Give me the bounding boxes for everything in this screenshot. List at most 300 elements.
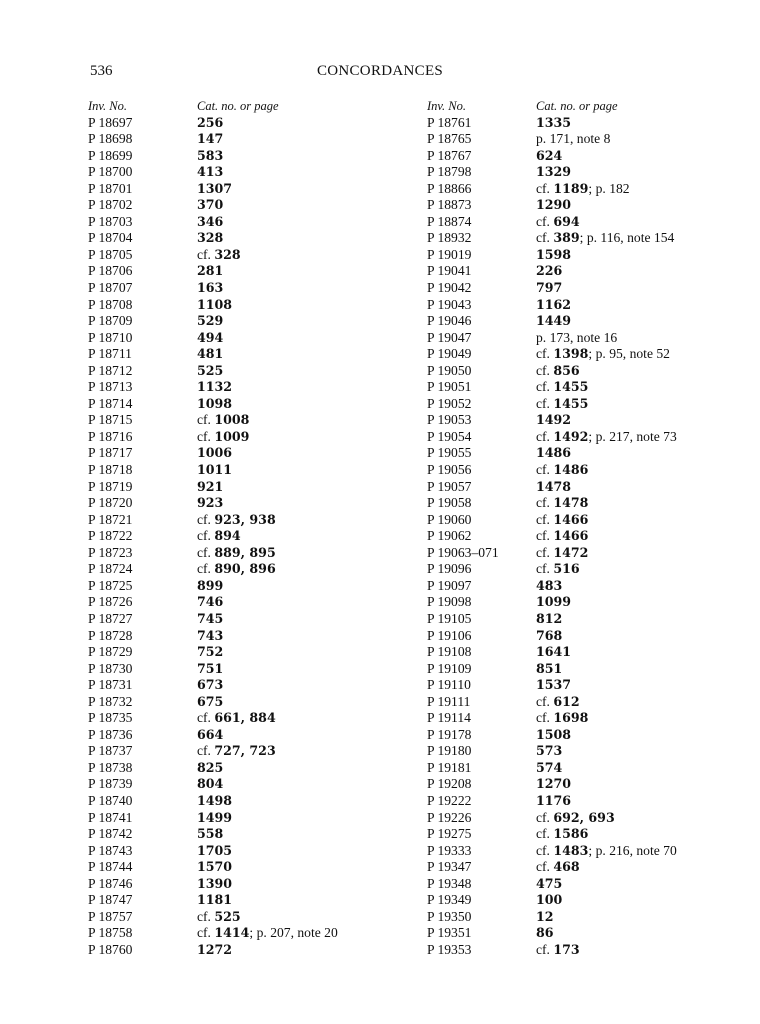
inv-number: P 19051	[427, 379, 472, 395]
catalogue-number: 745	[197, 610, 224, 626]
reference-text: cf.	[197, 428, 215, 444]
reference-text: cf.	[536, 809, 554, 825]
inv-number: P 19333	[427, 842, 472, 858]
running-head: CONCORDANCES	[316, 63, 444, 79]
inv-number: P 18737	[88, 743, 133, 759]
catalogue-reference	[197, 396, 232, 413]
reference-text: ; p. 95, note 52	[588, 346, 670, 362]
catalogue-reference	[536, 743, 562, 760]
inv-number: P 19347	[427, 859, 472, 875]
inv-number: P 18719	[88, 478, 133, 494]
reference-text: cf.	[536, 428, 554, 444]
catalogue-reference	[536, 628, 562, 645]
catalogue-reference	[197, 661, 223, 678]
inv-number: P 18728	[88, 627, 133, 643]
catalogue-reference	[536, 793, 571, 810]
inv-number: P 18932	[427, 230, 472, 246]
catalogue-number: 163	[197, 280, 224, 296]
catalogue-reference	[197, 843, 232, 860]
catalogue-reference	[197, 131, 223, 148]
inv-number: P 19019	[427, 246, 472, 262]
catalogue-reference	[536, 925, 554, 942]
catalogue-reference	[536, 297, 571, 314]
catalogue-reference	[197, 644, 223, 661]
catalogue-number: 525	[214, 908, 241, 924]
inv-number: P 18874	[427, 213, 472, 229]
inv-no-header: Inv. No.	[427, 99, 466, 113]
inv-number: P 19097	[427, 577, 472, 593]
inv-number: P 18739	[88, 776, 133, 792]
catalogue-reference	[197, 826, 223, 843]
inv-number: P 18705	[88, 246, 133, 262]
reference-text: cf.	[536, 693, 554, 709]
catalogue-reference	[536, 694, 580, 711]
reference-text: ; p. 207, note 20	[249, 925, 338, 941]
inv-number: P 19349	[427, 892, 472, 908]
catalogue-reference	[536, 247, 571, 264]
reference-text: cf.	[536, 180, 554, 196]
inv-number: P 18767	[427, 147, 472, 163]
catalogue-reference	[536, 561, 580, 578]
inv-number: P 19353	[427, 941, 472, 957]
reference-text: cf.	[197, 528, 215, 544]
reference-text: cf.	[536, 842, 554, 858]
catalogue-number: 1499	[197, 809, 233, 825]
inv-number: P 19043	[427, 296, 472, 312]
catalogue-number: 1455	[553, 395, 589, 411]
catalogue-number: 661, 884	[214, 710, 276, 726]
catalogue-number: 529	[197, 313, 224, 329]
catalogue-reference	[197, 776, 223, 793]
catalogue-number: 86	[536, 925, 554, 941]
inv-number: P 18765	[427, 131, 472, 147]
catalogue-reference	[197, 892, 232, 909]
reference-text: cf.	[536, 826, 554, 842]
inv-number: P 19208	[427, 776, 472, 792]
catalogue-reference	[197, 330, 223, 347]
catalogue-reference	[197, 214, 223, 231]
inv-number: P 19046	[427, 313, 472, 329]
inv-number: P 18697	[88, 114, 133, 130]
catalogue-number: 256	[197, 114, 224, 130]
inv-number: P 19109	[427, 660, 472, 676]
reference-text: cf.	[197, 412, 215, 428]
catalogue-number: 1335	[536, 114, 572, 130]
catalogue-number: 1307	[197, 180, 233, 196]
catalogue-reference	[536, 115, 571, 132]
catalogue-number: 1698	[553, 710, 589, 726]
catalogue-number: 1705	[197, 842, 233, 858]
inv-number: P 18730	[88, 660, 133, 676]
inv-number: P 18725	[88, 577, 133, 593]
inv-number: P 18742	[88, 826, 133, 842]
catalogue-number: 923	[197, 495, 224, 511]
catalogue-reference	[197, 181, 232, 198]
catalogue-number: 1132	[197, 379, 233, 395]
reference-text: cf.	[197, 908, 215, 924]
catalogue-reference	[536, 644, 571, 661]
catalogue-reference	[536, 578, 562, 595]
catalogue-reference	[197, 247, 241, 264]
inv-number: P 18703	[88, 213, 133, 229]
catalogue-reference	[536, 843, 677, 860]
reference-text: cf.	[536, 379, 554, 395]
catalogue-reference	[197, 313, 223, 330]
inv-number: P 18714	[88, 395, 133, 411]
catalogue-number: 1492	[536, 412, 572, 428]
catalogue-reference	[197, 594, 223, 611]
catalogue-number: 751	[197, 660, 224, 676]
inv-number: P 19275	[427, 826, 472, 842]
reference-text: ; p. 217, note 73	[588, 428, 677, 444]
reference-text: cf.	[536, 213, 554, 229]
catalogue-number: 1570	[197, 859, 233, 875]
cat-no-header: Cat. no. or page	[536, 99, 618, 113]
catalogue-reference	[197, 628, 223, 645]
catalogue-reference	[197, 280, 223, 297]
catalogue-reference	[197, 115, 223, 132]
catalogue-reference	[536, 197, 571, 214]
catalogue-number: 573	[536, 743, 563, 759]
catalogue-number: 624	[536, 147, 563, 163]
inv-number: P 19041	[427, 263, 472, 279]
catalogue-number: 1492	[553, 428, 589, 444]
inv-number: P 18707	[88, 280, 133, 296]
catalogue-number: 1006	[197, 445, 233, 461]
reference-text: cf.	[536, 230, 554, 246]
catalogue-number: 1290	[536, 197, 572, 213]
inv-number: P 18715	[88, 412, 133, 428]
catalogue-number: 1176	[536, 792, 572, 808]
inv-number: P 18760	[88, 941, 133, 957]
catalogue-number: 413	[197, 164, 224, 180]
catalogue-reference	[197, 379, 232, 396]
inv-number: P 19098	[427, 594, 472, 610]
catalogue-number: 389	[553, 230, 580, 246]
catalogue-number: 825	[197, 759, 224, 775]
catalogue-number: 768	[536, 627, 563, 643]
inv-number: P 19049	[427, 346, 472, 362]
catalogue-number: 921	[197, 478, 224, 494]
catalogue-number: 1586	[553, 826, 589, 842]
catalogue-reference	[197, 412, 249, 429]
catalogue-reference	[536, 280, 562, 297]
reference-text: cf.	[536, 462, 554, 478]
catalogue-reference	[536, 826, 588, 843]
inv-number: P 18708	[88, 296, 133, 312]
inv-number: P 19108	[427, 644, 472, 660]
inv-number: P 18710	[88, 329, 133, 345]
inv-number: P 18726	[88, 594, 133, 610]
reference-text: cf.	[536, 941, 554, 957]
catalogue-reference	[536, 710, 588, 727]
inv-no-header: Inv. No.	[88, 99, 127, 113]
catalogue-number: 673	[197, 677, 224, 693]
catalogue-number: 1466	[553, 511, 589, 527]
catalogue-number: 483	[536, 577, 563, 593]
catalogue-number: 1099	[536, 594, 572, 610]
inv-number: P 18744	[88, 859, 133, 875]
reference-text: cf.	[197, 561, 215, 577]
catalogue-reference	[197, 263, 223, 280]
inv-number: P 19348	[427, 875, 472, 891]
catalogue-number: 692, 693	[553, 809, 615, 825]
inv-number: P 18704	[88, 230, 133, 246]
catalogue-number: 752	[197, 644, 224, 660]
catalogue-number: 812	[536, 610, 563, 626]
catalogue-reference	[536, 164, 571, 181]
catalogue-number: 1455	[553, 379, 589, 395]
inv-number: P 18700	[88, 164, 133, 180]
reference-text: cf.	[536, 346, 554, 362]
reference-text: cf.	[197, 246, 215, 262]
catalogue-number: 1398	[553, 346, 589, 362]
catalogue-number: 475	[536, 875, 563, 891]
inv-number: P 19178	[427, 726, 472, 742]
catalogue-reference	[536, 512, 588, 529]
inv-number: P 18718	[88, 462, 133, 478]
catalogue-number: 856	[553, 362, 580, 378]
catalogue-reference	[197, 445, 232, 462]
catalogue-reference	[536, 661, 562, 678]
catalogue-number: 516	[553, 561, 580, 577]
inv-number: P 18731	[88, 677, 133, 693]
reference-text: cf.	[536, 859, 554, 875]
catalogue-reference	[197, 495, 223, 512]
catalogue-number: 923, 938	[214, 511, 276, 527]
catalogue-reference	[536, 131, 610, 148]
catalogue-number: 1414	[214, 925, 250, 941]
catalogue-number: 797	[536, 280, 563, 296]
reference-text: ; p. 216, note 70	[588, 842, 677, 858]
reference-text: ; p. 182	[588, 180, 630, 196]
catalogue-reference	[536, 148, 562, 165]
catalogue-reference	[197, 578, 223, 595]
reference-text: cf.	[197, 511, 215, 527]
catalogue-reference	[536, 412, 571, 429]
inv-number: P 19062	[427, 528, 472, 544]
catalogue-number: 1498	[197, 792, 233, 808]
catalogue-number: 468	[553, 859, 580, 875]
inv-number: P 18698	[88, 131, 133, 147]
reference-text: cf.	[536, 528, 554, 544]
catalogue-number: 804	[197, 776, 224, 792]
catalogue-number: 1162	[536, 296, 572, 312]
catalogue-number: 1270	[536, 776, 572, 792]
catalogue-reference	[536, 263, 562, 280]
inv-number: P 18709	[88, 313, 133, 329]
catalogue-number: 1098	[197, 395, 233, 411]
catalogue-number: 1486	[536, 445, 572, 461]
reference-text: p. 171, note 8	[536, 131, 611, 147]
inv-number: P 18724	[88, 561, 133, 577]
reference-text: cf.	[536, 544, 554, 560]
catalogue-number: 525	[197, 362, 224, 378]
reference-text: cf.	[197, 710, 215, 726]
inv-number: P 19060	[427, 511, 472, 527]
inv-number: P 18743	[88, 842, 133, 858]
catalogue-reference	[197, 727, 223, 744]
inv-number: P 18702	[88, 197, 133, 213]
reference-text: cf.	[197, 925, 215, 941]
catalogue-reference	[536, 942, 580, 959]
inv-number: P 18711	[88, 346, 132, 362]
catalogue-number: 675	[197, 693, 224, 709]
inv-number: P 19055	[427, 445, 472, 461]
inv-number: P 18717	[88, 445, 133, 461]
inv-number: P 19042	[427, 280, 472, 296]
catalogue-reference	[536, 545, 588, 562]
catalogue-number: 1472	[553, 544, 589, 560]
catalogue-reference	[536, 379, 588, 396]
inv-number: P 18716	[88, 428, 133, 444]
inv-number: P 18746	[88, 875, 133, 891]
catalogue-reference	[197, 346, 223, 363]
catalogue-number: 147	[197, 131, 224, 147]
catalogue-number: 1508	[536, 726, 572, 742]
catalogue-reference	[197, 859, 232, 876]
catalogue-reference	[197, 793, 232, 810]
catalogue-number: 1011	[197, 462, 233, 478]
inv-number: P 19105	[427, 610, 472, 626]
catalogue-number: 612	[553, 693, 580, 709]
inv-number: P 19096	[427, 561, 472, 577]
catalogue-number: 727, 723	[214, 743, 276, 759]
inv-number: P 19350	[427, 908, 472, 924]
catalogue-number: 890, 896	[214, 561, 276, 577]
catalogue-reference	[536, 495, 588, 512]
catalogue-reference	[536, 181, 630, 198]
catalogue-number: 899	[197, 577, 224, 593]
catalogue-number: 100	[536, 892, 563, 908]
inv-number: P 18757	[88, 908, 133, 924]
catalogue-number: 370	[197, 197, 224, 213]
catalogue-reference	[536, 892, 562, 909]
catalogue-number: 1598	[536, 246, 572, 262]
catalogue-reference	[197, 909, 241, 926]
inv-number: P 19063–071	[427, 544, 499, 560]
catalogue-reference	[536, 876, 562, 893]
catalogue-number: 894	[214, 528, 241, 544]
catalogue-reference	[197, 710, 276, 727]
inv-number: P 18706	[88, 263, 133, 279]
reference-text: cf.	[536, 561, 554, 577]
inv-number: P 19222	[427, 792, 472, 808]
inv-number: P 19053	[427, 412, 472, 428]
catalogue-number: 1390	[197, 875, 233, 891]
inv-number: P 18720	[88, 495, 133, 511]
inv-number: P 18732	[88, 693, 133, 709]
catalogue-number: 558	[197, 826, 224, 842]
inv-number: P 19058	[427, 495, 472, 511]
catalogue-reference	[536, 313, 571, 330]
catalogue-reference	[536, 810, 615, 827]
catalogue-reference	[197, 512, 276, 529]
catalogue-number: 328	[197, 230, 224, 246]
catalogue-number: 574	[536, 759, 563, 775]
inv-number: P 18722	[88, 528, 133, 544]
inv-number: P 18723	[88, 544, 133, 560]
catalogue-number: 328	[214, 246, 241, 262]
catalogue-reference	[197, 876, 232, 893]
inv-number: P 18866	[427, 180, 472, 196]
catalogue-reference	[197, 925, 338, 942]
inv-number: P 18761	[427, 114, 472, 130]
catalogue-reference	[536, 479, 571, 496]
inv-number: P 19180	[427, 743, 472, 759]
catalogue-number: 889, 895	[214, 544, 276, 560]
catalogue-reference	[536, 429, 677, 446]
catalogue-number: 1181	[197, 892, 233, 908]
page-number: 536	[90, 63, 113, 79]
catalogue-reference	[197, 611, 223, 628]
catalogue-reference	[197, 810, 232, 827]
catalogue-reference	[197, 545, 276, 562]
inv-number: P 18738	[88, 759, 133, 775]
reference-text: cf.	[197, 743, 215, 759]
catalogue-number: 1189	[553, 180, 589, 196]
inv-number: P 19054	[427, 428, 472, 444]
catalogue-number: 494	[197, 329, 224, 345]
reference-text: cf.	[536, 495, 554, 511]
inv-number: P 19050	[427, 362, 472, 378]
catalogue-reference	[197, 197, 223, 214]
inv-number: P 19057	[427, 478, 472, 494]
catalogue-reference	[536, 363, 580, 380]
inv-number: P 19106	[427, 627, 472, 643]
catalogue-number: 1108	[197, 296, 233, 312]
catalogue-reference	[197, 528, 241, 545]
catalogue-number: 1478	[553, 495, 589, 511]
catalogue-reference	[536, 528, 588, 545]
catalogue-number: 1486	[553, 462, 589, 478]
catalogue-number: 346	[197, 213, 224, 229]
catalogue-reference	[536, 330, 617, 347]
catalogue-reference	[536, 760, 562, 777]
catalogue-reference	[197, 760, 223, 777]
reference-text: cf.	[536, 710, 554, 726]
catalogue-reference	[536, 776, 571, 793]
catalogue-reference	[197, 743, 276, 760]
catalogue-reference	[536, 909, 554, 926]
catalogue-number: 1449	[536, 313, 572, 329]
inv-number: P 18736	[88, 726, 133, 742]
catalogue-reference	[536, 677, 571, 694]
catalogue-reference	[197, 429, 249, 446]
reference-text: cf.	[536, 362, 554, 378]
inv-number: P 18798	[427, 164, 472, 180]
inv-number: P 18729	[88, 644, 133, 660]
catalogue-number: 1329	[536, 164, 572, 180]
catalogue-number: 664	[197, 726, 224, 742]
inv-number: P 19351	[427, 925, 472, 941]
catalogue-number: 743	[197, 627, 224, 643]
inv-number: P 19056	[427, 462, 472, 478]
catalogue-reference	[536, 462, 588, 479]
catalogue-reference	[197, 148, 223, 165]
catalogue-reference	[536, 214, 580, 231]
inv-number: P 18713	[88, 379, 133, 395]
catalogue-reference	[536, 396, 588, 413]
cat-no-header: Cat. no. or page	[197, 99, 279, 113]
catalogue-number: 1537	[536, 677, 572, 693]
inv-number: P 19114	[427, 710, 471, 726]
catalogue-reference	[197, 942, 232, 959]
catalogue-reference	[197, 677, 223, 694]
catalogue-number: 1478	[536, 478, 572, 494]
reference-text: cf.	[197, 544, 215, 560]
inv-number: P 18721	[88, 511, 133, 527]
